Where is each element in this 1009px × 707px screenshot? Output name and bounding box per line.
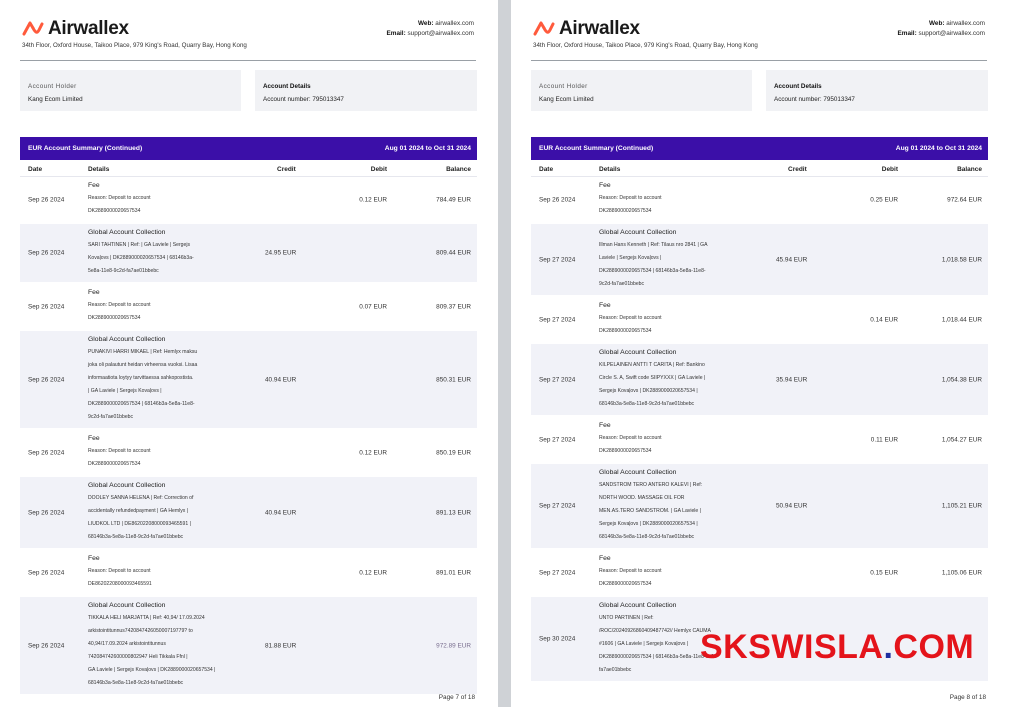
transaction-detail-line: TIKKALA HELI MARJATTA | Ref: 40,94/ 17.09.2024 — [88, 615, 205, 621]
transaction-detail-line: fa7ae01bbebc — [599, 667, 632, 673]
transaction-detail-line: PUNAKIVI HARRI MIKAEL | Ref: Hemlyx maksu — [88, 349, 198, 355]
transaction-details — [88, 177, 238, 222]
transaction-date: Sep 27 2024 — [539, 256, 576, 263]
transaction-row — [20, 284, 477, 331]
transaction-row — [20, 177, 477, 224]
transaction-type: Fee — [599, 302, 611, 309]
transaction-row — [20, 224, 477, 284]
transaction-details — [599, 344, 749, 415]
transaction-balance: 1,105.21 EUR — [941, 502, 982, 510]
email-label: Email: — [897, 30, 917, 37]
transaction-date: Sep 26 2024 — [28, 569, 65, 576]
transaction-detail-line: Reason: Deposit to account — [599, 568, 662, 574]
transaction-details — [88, 430, 238, 475]
transaction-detail-line: SANDSTROM TERO ANTERO KALEVI | Ref: — [599, 482, 703, 488]
transaction-detail-line: 5e8a-11e8-9c2d-fa7ae01bbebc — [88, 268, 159, 274]
watermark — [700, 630, 974, 664]
transaction-detail-line: joka oli palautunt heidan virheensa vuoksi. Lisaa — [88, 362, 198, 368]
transaction-detail-line: SARI TAHTINEN | Ref: | GA Laviele | Sergejs — [88, 242, 191, 248]
transaction-detail-line: NORTH WOOD. MASSAGE OIL FOR — [599, 495, 685, 501]
transaction-detail-line: accidentally refundedpayment | GA Hemlyx | — [88, 508, 189, 514]
transaction-detail-line: 9c2d-fa7ae01bbebc — [88, 414, 134, 420]
transaction-detail-line: DK2889000020657534 — [599, 581, 652, 587]
watermark-main: SKSWISLA — [700, 628, 884, 666]
transaction-balance: 1,018.58 EUR — [941, 256, 982, 263]
transaction-type: Fee — [88, 435, 100, 442]
transaction-date: Sep 26 2024 — [28, 509, 65, 516]
company-address: 34th Floor, Oxford House, Taikoo Place, 979 King's Road, Quarry Bay, Hong Kong — [533, 42, 758, 49]
watermark-dot: . — [883, 628, 894, 666]
transaction-detail-line: Reason: Deposit to account — [599, 435, 662, 441]
transaction-balance: 784.49 EUR — [436, 196, 471, 203]
transaction-details — [88, 597, 238, 694]
transaction-detail-line: DK2889000020657534 — [599, 328, 652, 334]
column-credit: Credit — [788, 166, 807, 173]
transaction-detail-line: MEN.AS.TERO SANDSTROM. | GA Laviele | — [599, 508, 701, 514]
transaction-detail-line: DK2889000020657534 | 68146b3a-5e8a-11e8-9c2d- — [599, 654, 719, 660]
transaction-row — [20, 331, 477, 430]
statement-page-7 — [0, 0, 498, 707]
account-details-box — [766, 70, 988, 111]
transaction-debit: 0.15 EUR — [870, 569, 898, 576]
transaction-row — [20, 430, 477, 477]
account-holder-label: Account Holder — [28, 83, 77, 90]
page-number: Page 8 of 18 — [949, 694, 986, 701]
transaction-type: Global Account Collection — [599, 349, 677, 356]
column-details: Details — [599, 166, 621, 173]
transaction-credit: 50.94 EUR — [776, 502, 808, 510]
transaction-date: Sep 27 2024 — [539, 316, 576, 323]
transaction-date: Sep 26 2024 — [539, 196, 576, 203]
table-column-headers — [531, 163, 988, 177]
transaction-type: Global Account Collection — [88, 336, 166, 343]
transaction-detail-line: Reason: Deposit to account — [88, 302, 151, 308]
column-debit: Debit — [881, 166, 898, 173]
account-details-label: Account Details — [774, 83, 822, 90]
transaction-date: Sep 26 2024 — [28, 249, 65, 257]
transaction-type: Fee — [88, 289, 100, 296]
transaction-row — [531, 224, 988, 297]
transaction-row — [531, 344, 988, 417]
transaction-row — [531, 464, 988, 550]
airwallex-logo-icon — [22, 20, 44, 38]
transaction-credit: 24.95 EUR — [265, 249, 297, 257]
email-link[interactable]: support@airwallex.com — [918, 30, 985, 37]
transaction-detail-line: Sergejs Kovaļovs | DK2889000020657534 | — [599, 521, 698, 527]
summary-period: Aug 01 2024 to Oct 31 2024 — [384, 145, 471, 152]
email-label: Email: — [386, 30, 406, 37]
transaction-details — [88, 331, 238, 428]
transaction-detail-line: DK2889000020657534 — [88, 315, 141, 321]
transaction-credit: 81.88 EUR — [265, 642, 297, 649]
header-divider — [20, 60, 476, 61]
transaction-date: Sep 26 2024 — [28, 196, 65, 203]
web-label: Web: — [417, 20, 434, 27]
summary-header-bar — [531, 137, 988, 160]
transaction-detail-line: DK2889000020657534 — [599, 208, 652, 214]
transaction-detail-line: DE86202208000093465591 — [88, 581, 152, 587]
header-divider — [531, 60, 987, 61]
column-balance: Balance — [957, 166, 982, 173]
summary-title: EUR Account Summary (Continued) — [539, 145, 654, 152]
transaction-detail-line: 68146b3a-5e8a-11e8-9c2d-fa7ae01bbebc — [88, 680, 184, 686]
transaction-detail-line: DOOLEY SANNA HELENA | Ref: Correction of — [88, 495, 194, 501]
web-link[interactable]: airwallex.com — [946, 20, 985, 27]
transaction-debit: 0.14 EUR — [870, 316, 898, 323]
account-holder-name: Kang Ecom Limited — [28, 96, 83, 103]
summary-title: EUR Account Summary (Continued) — [28, 145, 143, 152]
transaction-rows — [20, 177, 477, 696]
transaction-balance: 972.89 EUR — [436, 642, 471, 649]
transaction-details — [88, 224, 238, 282]
transaction-balance: 1,018.44 EUR — [941, 316, 982, 323]
transaction-detail-line: /ROC/20240926860409487742// Hemlyx CAUMA — [599, 628, 711, 634]
email-link[interactable]: support@airwallex.com — [407, 30, 474, 37]
account-details-box — [255, 70, 477, 111]
transaction-row — [531, 417, 988, 464]
transaction-debit: 0.25 EUR — [870, 196, 898, 203]
transaction-date: Sep 27 2024 — [539, 569, 576, 576]
transaction-row — [20, 597, 477, 696]
transaction-detail-line: GA Laviele | Sergejs Kovaļovs | DK2889000020657534 | — [88, 667, 216, 673]
transaction-date: Sep 26 2024 — [28, 376, 65, 383]
transaction-detail-line: Kovaļovs | DK2889000020657534 | 68146b3a- — [88, 255, 194, 261]
transaction-detail-line: Reason: Deposit to account — [599, 195, 662, 201]
account-holder-label: Account Holder — [539, 83, 588, 90]
transaction-details — [599, 464, 749, 548]
column-details: Details — [88, 166, 110, 173]
transaction-detail-line: Sergejs Kovaļovs | DK2889000020657534 | — [599, 388, 698, 394]
transaction-balance: 1,054.27 EUR — [941, 436, 982, 443]
contact-info — [898, 19, 985, 39]
transaction-details — [599, 224, 749, 295]
summary-header-bar — [20, 137, 477, 160]
web-label: Web: — [928, 20, 945, 27]
transaction-detail-line: | GA Laviele | Sergejs Kovaļovs | — [88, 388, 162, 394]
account-number: Account number: 795013347 — [263, 96, 344, 103]
transaction-debit: 0.12 EUR — [359, 196, 387, 203]
transaction-detail-line: UNTO PARTINEN | Ref: — [599, 615, 654, 621]
airwallex-logo-icon — [533, 20, 555, 38]
column-credit: Credit — [277, 166, 296, 173]
transaction-credit: 45.94 EUR — [776, 256, 808, 263]
transaction-credit: 40.94 EUR — [265, 509, 297, 516]
transaction-type: Fee — [88, 555, 100, 562]
transaction-detail-line: Reason: Deposit to account — [88, 568, 151, 574]
summary-period: Aug 01 2024 to Oct 31 2024 — [895, 145, 982, 152]
transaction-detail-line: Illman Hans Kenneth | Ref: Tilaus nro 2841 | GA — [599, 242, 708, 248]
transaction-row — [531, 550, 988, 597]
transaction-type: Fee — [599, 422, 611, 429]
transaction-details — [599, 550, 749, 595]
statement-page-8 — [511, 0, 1009, 707]
transaction-credit: 35.94 EUR — [776, 376, 808, 383]
transaction-row — [531, 177, 988, 224]
transaction-details — [599, 417, 749, 462]
transaction-debit: 0.11 EUR — [870, 436, 898, 443]
transaction-credit: 40.94 EUR — [265, 376, 297, 383]
transaction-row — [20, 477, 477, 550]
transaction-type: Fee — [599, 555, 611, 562]
transaction-balance: 850.19 EUR — [436, 449, 471, 456]
transaction-detail-line: DK2889000020657534 | 68146b3a-5e8a-11e8- — [599, 268, 706, 274]
transaction-row — [20, 550, 477, 597]
transaction-details — [599, 297, 749, 342]
column-debit: Debit — [370, 166, 387, 173]
transaction-detail-line: arkistointitunnus742084742605000719779? to — [88, 628, 193, 634]
account-holder-name: Kang Ecom Limited — [539, 96, 594, 103]
transaction-detail-line: Reason: Deposit to account — [599, 315, 662, 321]
transaction-date: Sep 30 2024 — [539, 635, 576, 643]
web-link[interactable]: airwallex.com — [435, 20, 474, 27]
brand-name: Airwallex — [48, 18, 129, 39]
transaction-detail-line: DK2889000020657534 — [88, 461, 141, 467]
transaction-detail-line: 68146b3a-5e8a-11e8-9c2d-fa7ae01bbebc — [599, 534, 695, 540]
transaction-date: Sep 27 2024 — [539, 436, 576, 443]
transaction-debit: 0.12 EUR — [359, 569, 387, 576]
transaction-detail-line: DK2889000020657534 — [599, 448, 652, 454]
transaction-balance: 1,105.06 EUR — [941, 569, 982, 576]
transaction-date: Sep 26 2024 — [28, 642, 65, 649]
transaction-detail-line: Reason: Deposit to account — [88, 448, 151, 454]
transaction-balance: 972.64 EUR — [947, 196, 982, 203]
transaction-detail-line: DK2889000020657534 — [88, 208, 141, 214]
account-holder-box — [20, 70, 241, 111]
page-number: Page 7 of 18 — [438, 694, 475, 701]
transaction-type: Global Account Collection — [88, 229, 166, 236]
transaction-balance: 809.37 EUR — [436, 303, 471, 310]
transaction-type: Global Account Collection — [599, 229, 677, 236]
transaction-detail-line: #1606 | GA Laviele | Sergejs Kovaļovs | — [599, 641, 689, 647]
transaction-type: Fee — [599, 182, 611, 189]
transaction-type: Global Account Collection — [599, 602, 677, 609]
transaction-type: Global Account Collection — [88, 602, 166, 609]
contact-info — [387, 19, 474, 39]
transaction-detail-line: 40,94/17.09.2024 arkistointitunnus — [88, 641, 166, 647]
column-date: Date — [28, 166, 43, 173]
transaction-balance: 1,054.38 EUR — [941, 376, 982, 383]
transaction-type: Global Account Collection — [88, 482, 166, 489]
transaction-balance: 850.31 EUR — [436, 376, 471, 383]
transaction-date: Sep 27 2024 — [539, 502, 576, 510]
transaction-details — [88, 284, 238, 329]
account-number: Account number: 795013347 — [774, 96, 855, 103]
company-address: 34th Floor, Oxford House, Taikoo Place, 979 King's Road, Quarry Bay, Hong Kong — [22, 42, 247, 49]
transaction-detail-line: informaatiota loytyy tarvittaessa sahkopostista. — [88, 375, 194, 381]
transaction-balance: 891.01 EUR — [436, 569, 471, 576]
transaction-detail-line: LIUDKOL LTD | DE86202208000093465591 | — [88, 521, 191, 527]
airwallex-logo — [22, 18, 129, 40]
transaction-details — [88, 477, 238, 548]
transaction-row — [531, 297, 988, 344]
transaction-detail-line: 68146b3a-5e8a-11e8-9c2d-fa7ae01bbebc — [88, 534, 184, 540]
transaction-detail-line: 68146b3a-5e8a-11e8-9c2d-fa7ae01bbebc — [599, 401, 695, 407]
transaction-rows — [531, 177, 988, 683]
transaction-type: Global Account Collection — [599, 469, 677, 476]
column-balance: Balance — [446, 166, 471, 173]
transaction-detail-line: Reason: Deposit to account — [88, 195, 151, 201]
transaction-details — [88, 550, 238, 595]
transaction-balance: 891.13 EUR — [436, 509, 471, 516]
transaction-detail-line: 9c2d-fa7ae01bbebc — [599, 281, 645, 287]
transaction-date: Sep 26 2024 — [28, 303, 65, 310]
airwallex-logo — [533, 18, 640, 40]
account-holder-box — [531, 70, 752, 111]
transaction-detail-line: 742084742600000802947 Heli Tikkala Ffnl | — [88, 654, 188, 660]
transaction-detail-line: KILPELAINEN ANTTI T CARITA | Ref: Bankino — [599, 362, 705, 368]
watermark-tail: COM — [893, 628, 975, 666]
column-date: Date — [539, 166, 554, 173]
transaction-detail-line: Laviele | Sergejs Kovaļovs | — [599, 255, 662, 261]
transaction-balance: 809.44 EUR — [436, 249, 471, 257]
transaction-detail-line: DK2889000020657534 | 68146b3a-5e8a-11e8- — [88, 401, 195, 407]
transaction-type: Fee — [88, 182, 100, 189]
transaction-debit: 0.07 EUR — [359, 303, 387, 310]
transaction-date: Sep 26 2024 — [28, 449, 65, 456]
brand-name: Airwallex — [559, 18, 640, 39]
transaction-detail-line: Circle S. A, Swift code SIIPYXXX | GA Laviele | — [599, 375, 706, 381]
table-column-headers — [20, 163, 477, 177]
transaction-debit: 0.12 EUR — [359, 449, 387, 456]
transaction-details — [599, 177, 749, 222]
transaction-date: Sep 27 2024 — [539, 376, 576, 383]
account-details-label: Account Details — [263, 83, 311, 90]
